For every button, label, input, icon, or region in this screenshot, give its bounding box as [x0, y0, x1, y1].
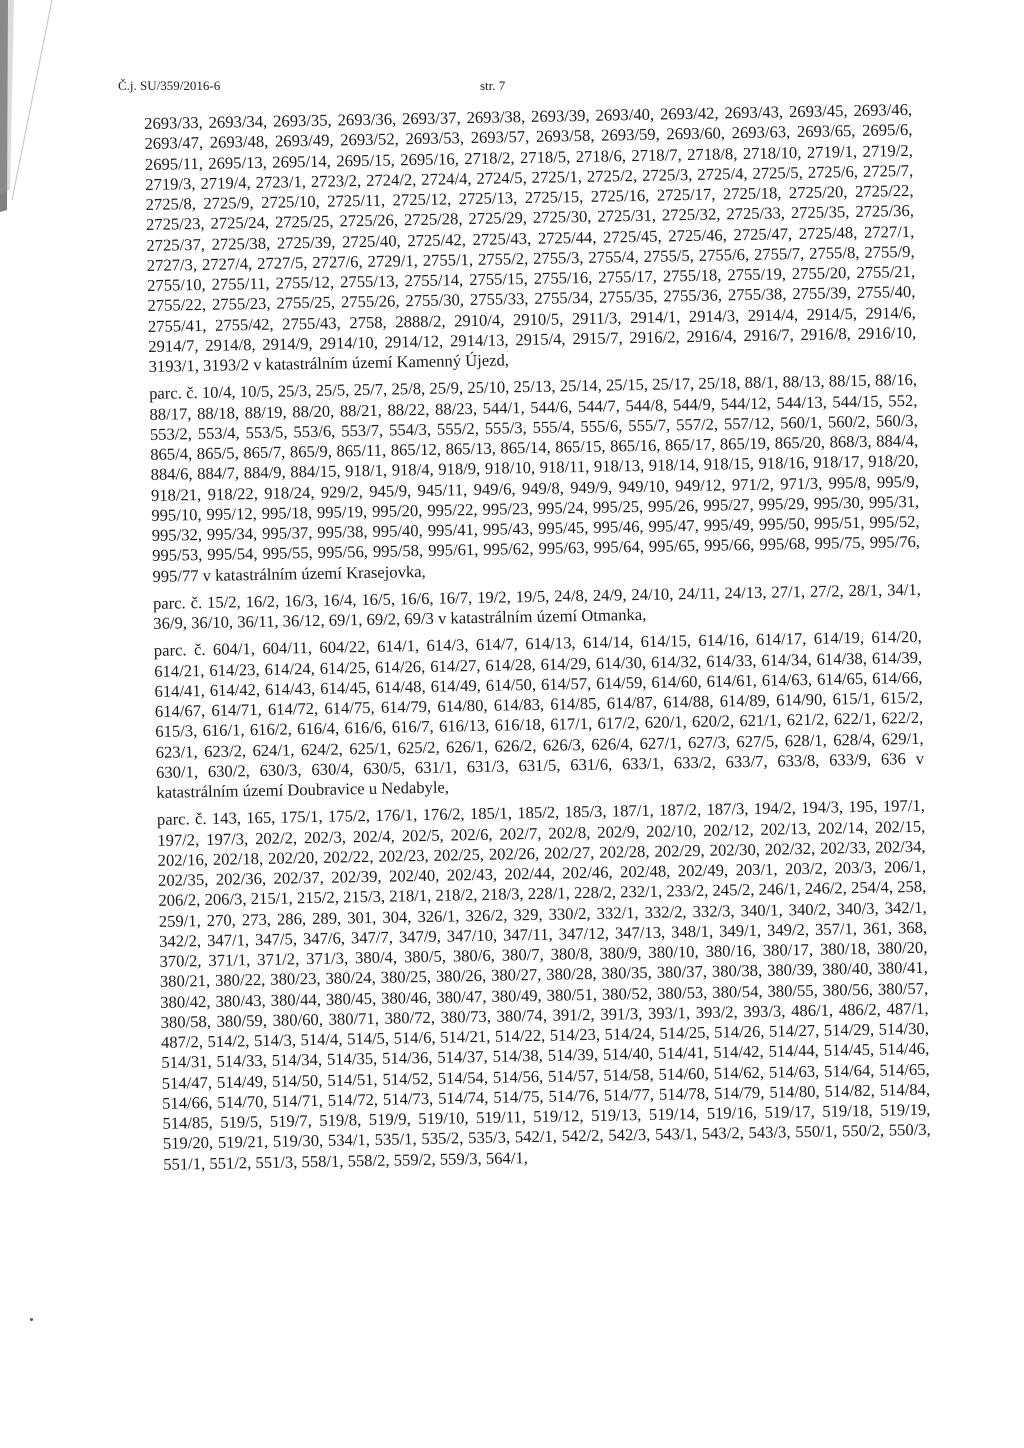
- parcel-list-krasejovka: parc. č. 10/4, 10/5, 25/3, 25/5, 25/7, 25/8, 25/9, 25/10, 25/13, 25/14, 25/15, 25/17, 25/18, 88/1, 88/13, 88/15, 88/16, 88/17, 88/18, 88/19, 88/20, 88/21, 88/22, 88/23, 544/1, 544/6, 544/7, 544/8, 544/9, 544/12, 544/13, 544/15, 552, 553/2, 553/4, 553/5, 553/6, 553/7, 554/3, 555/2, 555/3, 555/4, 555/6, 555/7, 557/2, 557/12, 560/1, 560/2, 560/3, 865/4, 865/5, 865/7, 865/9, 865/11, 865/12, 865/13, 865/14, 865/15, 865/16, 865/17, 865/19, 865/20, 868/3, 884/4, 884/6, 884/7, 884/9, 884/15, 918/1, 918/4, 918/9, 918/10, 918/11, 918/13, 918/14, 918/15, 918/16, 918/17, 918/20, 918/21, 918/22, 918/24, 929/2, 945/9, 945/11, 949/6, 949/8, 949/9, 949/10, 949/12, 971/2, 971/3, 995/8, 995/9, 995/10, 995/12, 995/18, 995/19, 995/20, 995/22, 995/23, 995/24, 995/25, 995/26, 995/27, 995/29, 995/30, 995/31, 995/32, 995/34, 995/37, 995/38, 995/40, 995/41, 995/43, 995/45, 995/46, 995/47, 995/49, 995/50, 995/51, 995/52, 995/53, 995/54, 995/55, 995/56, 995/58, 995/61, 995/62, 995/63, 995/64, 995/65, 995/66, 995/68, 995/75, 995/76, 995/77 v katastrálním území Krasejovka,: [148, 370, 921, 586]
- parcel-list-continued: parc. č. 143, 165, 175/1, 175/2, 176/1, 176/2, 185/1, 185/2, 185/3, 187/1, 187/2, 187/3, 194/2, 194/3, 195, 197/1, 197/2, 197/3, 202/2, 202/3, 202/4, 202/5, 202/6, 202/7, 202/8, 202/9, 202/10, 202/12, 202/13, 202/14, 202/15, 202/16, 202/18, 202/20, 202/22, 202/23, 202/25, 202/26, 202/27, 202/28, 202/29, 202/30, 202/32, 202/33, 202/34, 202/35, 202/36, 202/37, 202/39, 202/40, 202/43, 202/44, 202/46, 202/48, 202/49, 203/1, 203/2, 203/3, 206/1, 206/2, 206/3, 215/1, 215/2, 215/3, 218/1, 218/2, 218/3, 228/1, 228/2, 232/1, 233/2, 245/2, 246/1, 246/2, 254/4, 258, 259/1, 270, 273, 286, 289, 301, 304, 326/1, 326/2, 329, 330/2, 332/1, 332/2, 332/3, 340/1, 340/2, 340/3, 342/1, 342/2, 347/1, 347/5, 347/6, 347/7, 347/9, 347/10, 347/11, 347/12, 347/13, 348/1, 349/1, 349/2, 357/1, 361, 368, 370/2, 371/1, 371/2, 371/3, 380/4, 380/5, 380/6, 380/7, 380/8, 380/9, 380/10, 380/16, 380/17, 380/18, 380/20, 380/21, 380/22, 380/23, 380/24, 380/25, 380/26, 380/27, 380/28, 380/35, 380/37, 380/38, 380/39, 380/40, 380/41, 380/42, 380/43, 380/44, 380/45, 380/46, 380/47, 380/49, 380/51, 380/52, 380/53, 380/54, 380/55, 380/56, 380/57, 380/58, 380/59, 380/60, 380/71, 380/72, 380/73, 380/74, 391/2, 391/3, 393/1, 393/2, 393/3, 486/1, 486/2, 487/1, 487/2, 514/2, 514/3, 514/4, 514/5, 514/6, 514/21, 514/22, 514/23, 514/24, 514/25, 514/26, 514/27, 514/29, 514/30, 514/31, 514/33, 514/34, 514/35, 514/36, 514/37, 514/38, 514/39, 514/40, 514/41, 514/42, 514/44, 514/45, 514/46, 514/47, 514/49, 514/50, 514/51, 514/52, 514/54, 514/56, 514/57, 514/58, 514/60, 514/62, 514/63, 514/64, 514/65, 514/66, 514/70, 514/71, 514/72, 514/73, 514/74, 514/75, 514/76, 514/77, 514/78, 514/79, 514/80, 514/82, 514/84, 514/85, 519/5, 519/7, 519/8, 519/9, 519/10, 519/11, 519/12, 519/13, 519/14, 519/16, 519/17, 519/18, 519/19, 519/20, 519/21, 519/30, 534/1, 535/1, 535/2, 535/3, 542/1, 542/2, 542/3, 543/1, 543/2, 543/3, 550/1, 550/2, 550/3, 551/1, 551/2, 551/3, 558/1, 558/2, 559/2, 559/3, 564/1,: [156, 796, 931, 1174]
- parcel-list-kamenny-ujezd: 2693/33, 2693/34, 2693/35, 2693/36, 2693/37, 2693/38, 2693/39, 2693/40, 2693/42, 2693/43, 2693/45, 2693/46, 2693/47, 2693/48, 2693/49, 2693/52, 2693/53, 2693/57, 2693/58, 2693/59, 2693/60, 2693/63, 2693/65, 2695/6, 2695/11, 2695/13, 2695/14, 2695/15, 2695/16, 2718/2, 2718/5, 2718/6, 2718/7, 2718/8, 2718/10, 2719/1, 2719/2, 2719/3, 2719/4, 2723/1, 2723/2, 2724/2, 2724/4, 2724/5, 2725/1, 2725/2, 2725/3, 2725/4, 2725/5, 2725/6, 2725/7, 2725/8, 2725/9, 2725/10, 2725/11, 2725/12, 2725/13, 2725/15, 2725/16, 2725/17, 2725/18, 2725/20, 2725/22, 2725/23, 2725/24, 2725/25, 2725/26, 2725/28, 2725/29, 2725/30, 2725/31, 2725/32, 2725/33, 2725/35, 2725/36, 2725/37, 2725/38, 2725/39, 2725/40, 2725/42, 2725/43, 2725/44, 2725/45, 2725/46, 2725/47, 2725/48, 2727/1, 2727/3, 2727/4, 2727/5, 2727/6, 2729/1, 2755/1, 2755/2, 2755/3, 2755/4, 2755/5, 2755/6, 2755/7, 2755/8, 2755/9, 2755/10, 2755/11, 2755/12, 2755/13, 2755/14, 2755/15, 2755/16, 2755/17, 2755/18, 2755/19, 2755/20, 2755/21, 2755/22, 2755/23, 2755/25, 2755/26, 2755/30, 2755/33, 2755/34, 2755/35, 2755/36, 2755/38, 2755/39, 2755/40, 2755/41, 2755/42, 2755/43, 2758, 2888/2, 2910/4, 2910/5, 2911/3, 2914/1, 2914/3, 2914/4, 2914/5, 2914/6, 2914/7, 2914/8, 2914/9, 2914/10, 2914/12, 2914/13, 2915/4, 2915/7, 2916/2, 2916/4, 2916/7, 2916/8, 2916/10, 3193/1, 3193/2 v katastrálním území Kamenný Újezd,: [144, 99, 917, 376]
- document-body: [144, 100, 931, 1175]
- parcel-list-otmanka: parc. č. 15/2, 16/2, 16/3, 16/4, 16/5, 16/6, 16/7, 19/2, 19/5, 24/8, 24/9, 24/10, 24/11, 24/13, 27/1, 27/2, 28/1, 34/1, 36/9, 36/10, 36/11, 36/12, 69/1, 69/2, 69/3 v katastrálním území Otmanka,: [152, 579, 922, 633]
- page-number: str. 7: [480, 78, 506, 93]
- scan-speck: [30, 1318, 33, 1321]
- document-reference: Č.j. SU/359/2016-6: [118, 78, 221, 93]
- page-header: [118, 78, 918, 100]
- parcel-list-doubravice: parc. č. 604/1, 604/11, 604/22, 614/1, 614/3, 614/7, 614/13, 614/14, 614/15, 614/16, 614/17, 614/19, 614/20, 614/21, 614/23, 614/24, 614/25, 614/26, 614/27, 614/28, 614/29, 614/30, 614/32, 614/33, 614/34, 614/38, 614/39, 614/41, 614/42, 614/43, 614/45, 614/48, 614/49, 614/50, 614/57, 614/59, 614/60, 614/61, 614/63, 614/65, 614/66, 614/67, 614/71, 614/72, 614/75, 614/79, 614/80, 614/83, 614/85, 614/87, 614/88, 614/89, 614/90, 615/1, 615/2, 615/3, 616/1, 616/2, 616/4, 616/6, 616/7, 616/13, 616/18, 617/1, 617/2, 620/1, 620/2, 621/1, 621/2, 622/1, 622/2, 623/1, 623/2, 624/1, 624/2, 625/1, 625/2, 626/1, 626/2, 626/3, 626/4, 627/1, 627/3, 627/5, 628/1, 628/4, 629/1, 630/1, 630/2, 630/3, 630/4, 630/5, 631/1, 631/3, 631/5, 631/6, 633/1, 633/2, 633/7, 633/8, 633/9, 636 v katastrálním území Doubravice u Nedabyle,: [153, 627, 925, 802]
